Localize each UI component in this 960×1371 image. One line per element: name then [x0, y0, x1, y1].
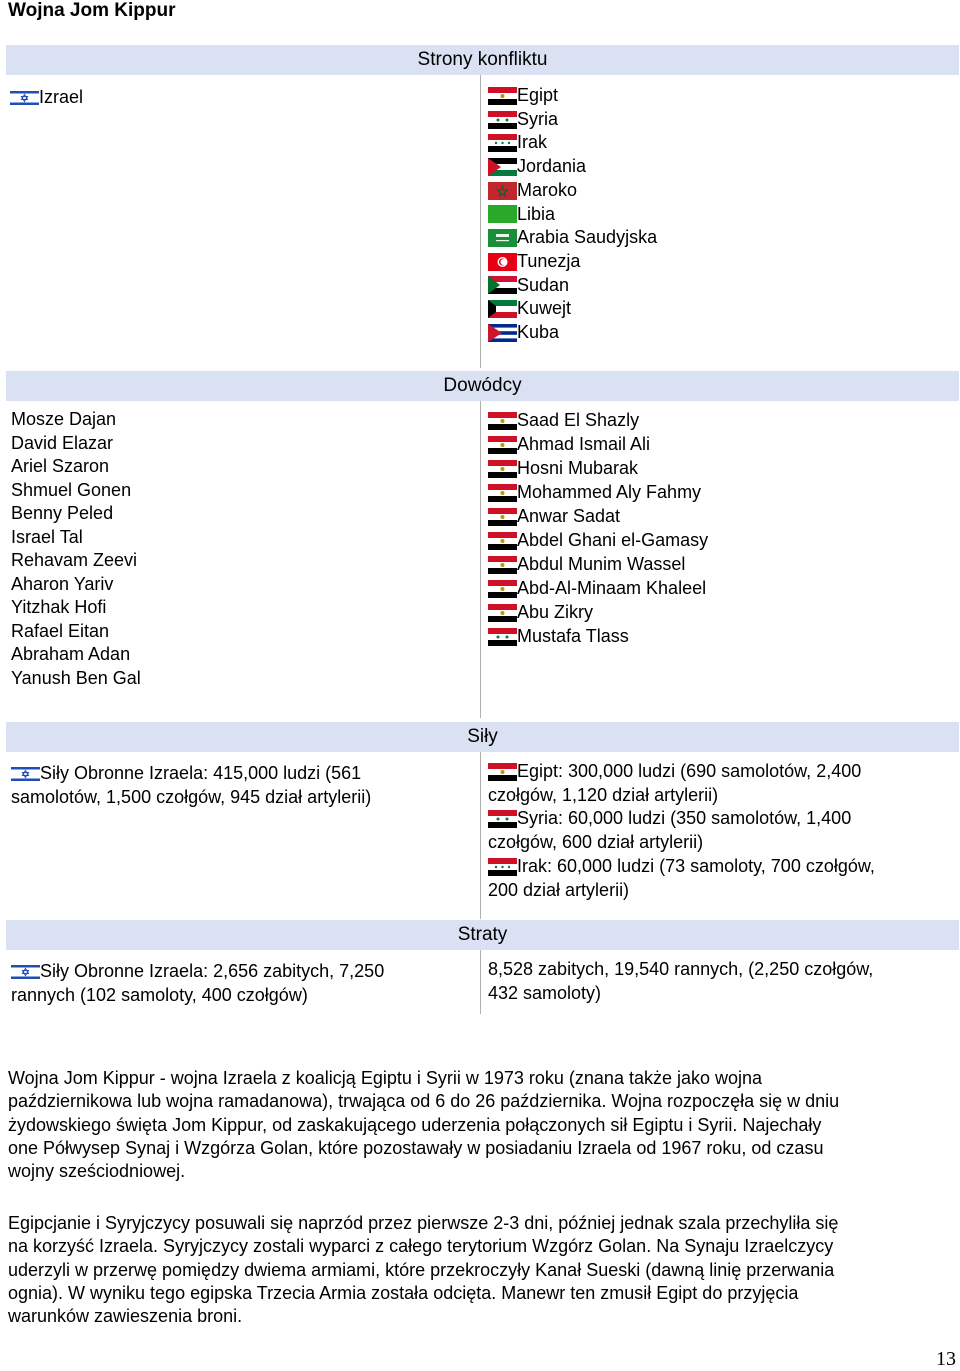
commander: Abdul Munim Wassel	[517, 554, 686, 575]
section-header-sides: Strony konfliktu	[6, 45, 959, 75]
egypt-flag-icon	[488, 436, 517, 454]
commander: Israel Tal	[11, 526, 83, 547]
commander: David Elazar	[11, 432, 114, 453]
country-saudi-arabia: Arabia Saudyjska	[517, 227, 658, 248]
paragraph-course	[8, 1212, 953, 1328]
egypt-flag-icon	[488, 508, 517, 526]
forces-egypt-line: Egipt: 300,000 ludzi (690 samolotów, 2,400	[517, 761, 862, 781]
arab-commanders-list	[488, 409, 708, 649]
forces-iraq-line: 200 dział artylerii)	[488, 879, 630, 900]
page-number: 13	[936, 1348, 956, 1370]
paragraph-line: wojny sześciodniowej.	[8, 1161, 186, 1182]
commander: Shmuel Gonen	[11, 479, 132, 500]
egypt-flag-icon	[488, 87, 517, 105]
forces-syria-line: Syria: 60,000 ludzi (350 samolotów, 1,400	[517, 808, 852, 829]
country-sudan: Sudan	[517, 274, 570, 295]
country-morocco: Maroko	[517, 179, 578, 200]
egypt-flag-icon	[488, 460, 517, 478]
commander: Rafael Eitan	[11, 620, 110, 641]
jordan-flag-icon	[488, 158, 517, 176]
losses-arab-line: 432 samoloty)	[488, 982, 602, 1003]
saudi-flag-icon	[488, 229, 517, 247]
commander: Mustafa Tlass	[517, 626, 629, 647]
section-header-losses: Straty	[6, 920, 959, 950]
divider-commanders	[480, 401, 481, 718]
forces-arab	[488, 760, 875, 902]
paragraph-intro	[8, 1067, 953, 1183]
egypt-flag-icon	[488, 604, 517, 622]
commander: Abd-Al-Minaam Khaleel	[517, 578, 707, 599]
forces-israel	[11, 762, 371, 809]
country-egypt: Egipt	[517, 85, 559, 105]
morocco-flag-icon	[488, 182, 517, 200]
paragraph-line: Egipcjanie i Syryjczycy posuwali się naprzód przez pierwsze 2-3 dni, później jednak szala przechyliła się	[8, 1213, 839, 1233]
country-jordan: Jordania	[517, 156, 587, 177]
country-syria: Syria	[517, 108, 559, 129]
country-kuwait: Kuwejt	[517, 298, 572, 319]
commander: Anwar Sadat	[517, 506, 621, 527]
commander: Yanush Ben Gal	[11, 667, 141, 688]
egypt-flag-icon	[488, 412, 517, 430]
syria-flag-icon	[488, 628, 517, 646]
israel-flag-icon	[11, 963, 40, 981]
country-libya: Libia	[517, 203, 556, 224]
libya-flag-icon	[488, 205, 517, 223]
left-side-label: Izrael	[39, 87, 84, 107]
israel-flag-icon	[11, 765, 40, 783]
country-tunisia: Tunezja	[517, 250, 581, 271]
right-side-list	[488, 84, 657, 345]
egypt-flag-icon	[488, 580, 517, 598]
losses-arab	[488, 958, 873, 1005]
egypt-flag-icon	[488, 532, 517, 550]
paragraph-line: na korzyść Izraela. Syryjczycy zostali wyparci z całego terytorium Wzgórz Golan. Na Synaju Izraelczycy	[8, 1236, 834, 1257]
losses-israel	[11, 960, 384, 1007]
commander: Aharon Yariv	[11, 573, 114, 594]
egypt-flag-icon	[488, 556, 517, 574]
israel-commanders-list	[11, 408, 141, 690]
page-title: Wojna Jom Kippur	[8, 0, 176, 21]
paragraph-line: ognia). W wyniku tego egipska Trzecia Armia została odcięta. Manewr ten zmusił Egipt do przyjęcia	[8, 1282, 799, 1303]
commander: Mosze Dajan	[11, 409, 117, 429]
commander: Ahmad Ismail Ali	[517, 434, 651, 455]
iraq-flag-icon	[488, 134, 517, 152]
losses-israel-line: rannych (102 samoloty, 400 czołgów)	[11, 984, 308, 1005]
commander: Benny Peled	[11, 503, 114, 523]
commander: Ariel Szaron	[11, 456, 110, 476]
divider-losses	[480, 950, 481, 1014]
divider-sides	[480, 75, 481, 368]
egypt-flag-icon	[488, 763, 517, 781]
sudan-flag-icon	[488, 276, 517, 294]
commander: Abraham Adan	[11, 644, 131, 664]
forces-israel-line: samolotów, 1,500 czołgów, 945 dział artylerii)	[11, 786, 372, 807]
paragraph-line: warunków zawieszenia broni.	[8, 1306, 243, 1327]
egypt-flag-icon	[488, 484, 517, 502]
commander: Abu Zikry	[517, 602, 594, 623]
paragraph-line: one Półwysep Synaj i Wzgórza Golan, które pozostawały w posiadaniu Izraela od 1967 roku, od czasu	[8, 1137, 824, 1158]
commander: Saad El Shazly	[517, 410, 640, 431]
cuba-flag-icon	[488, 324, 517, 342]
iraq-flag-icon	[488, 858, 517, 876]
commander: Yitzhak Hofi	[11, 597, 107, 617]
losses-arab-line: 8,528 zabitych, 19,540 rannych, (2,250 czołgów,	[488, 959, 874, 979]
syria-flag-icon	[488, 810, 517, 828]
commander: Hosni Mubarak	[517, 458, 639, 479]
section-header-forces: Siły	[6, 722, 959, 752]
syria-flag-icon	[488, 111, 517, 129]
forces-syria-line: czołgów, 600 dział artylerii)	[488, 832, 704, 853]
forces-israel-line: Siły Obronne Izraela: 415,000 ludzi (561	[40, 763, 362, 783]
losses-israel-line: Siły Obronne Izraela: 2,656 zabitych, 7,250	[40, 961, 385, 981]
country-cuba: Kuba	[517, 322, 560, 343]
commander: Rehavam Zeevi	[11, 550, 138, 570]
paragraph-line: październikowa lub wojna ramadanowa), trwająca od 6 do 26 października. Wojna rozpoczęła się w dniu	[8, 1091, 840, 1112]
paragraph-line: Wojna Jom Kippur - wojna Izraela z koalicją Egiptu i Syrii w 1973 roku (znana także jako wojna	[8, 1068, 763, 1088]
forces-iraq-line: Irak: 60,000 ludzi (73 samoloty, 700 czołgów,	[517, 855, 875, 876]
divider-forces	[480, 752, 481, 919]
tunisia-flag-icon	[488, 253, 517, 271]
forces-egypt-line: czołgów, 1,120 dział artylerii)	[488, 784, 719, 805]
country-iraq: Irak	[517, 132, 548, 153]
paragraph-line: uderzyli w przerwę pomiędzy dwiema armiami, które przekroczyły Kanał Sueski (dawną linię przerwania	[8, 1259, 835, 1280]
paragraph-line: żydowskiego święta Jom Kippur, od zaskakującego uderzenia połączonych sił Egiptu i Syrii. Najechały	[8, 1114, 822, 1135]
commander: Mohammed Aly Fahmy	[517, 482, 702, 503]
kuwait-flag-icon	[488, 300, 517, 318]
commander: Abdel Ghani el-Gamasy	[517, 530, 709, 551]
israel-flag-icon	[10, 89, 39, 107]
left-side-israel	[10, 86, 83, 110]
section-header-commanders: Dowódcy	[6, 371, 959, 401]
